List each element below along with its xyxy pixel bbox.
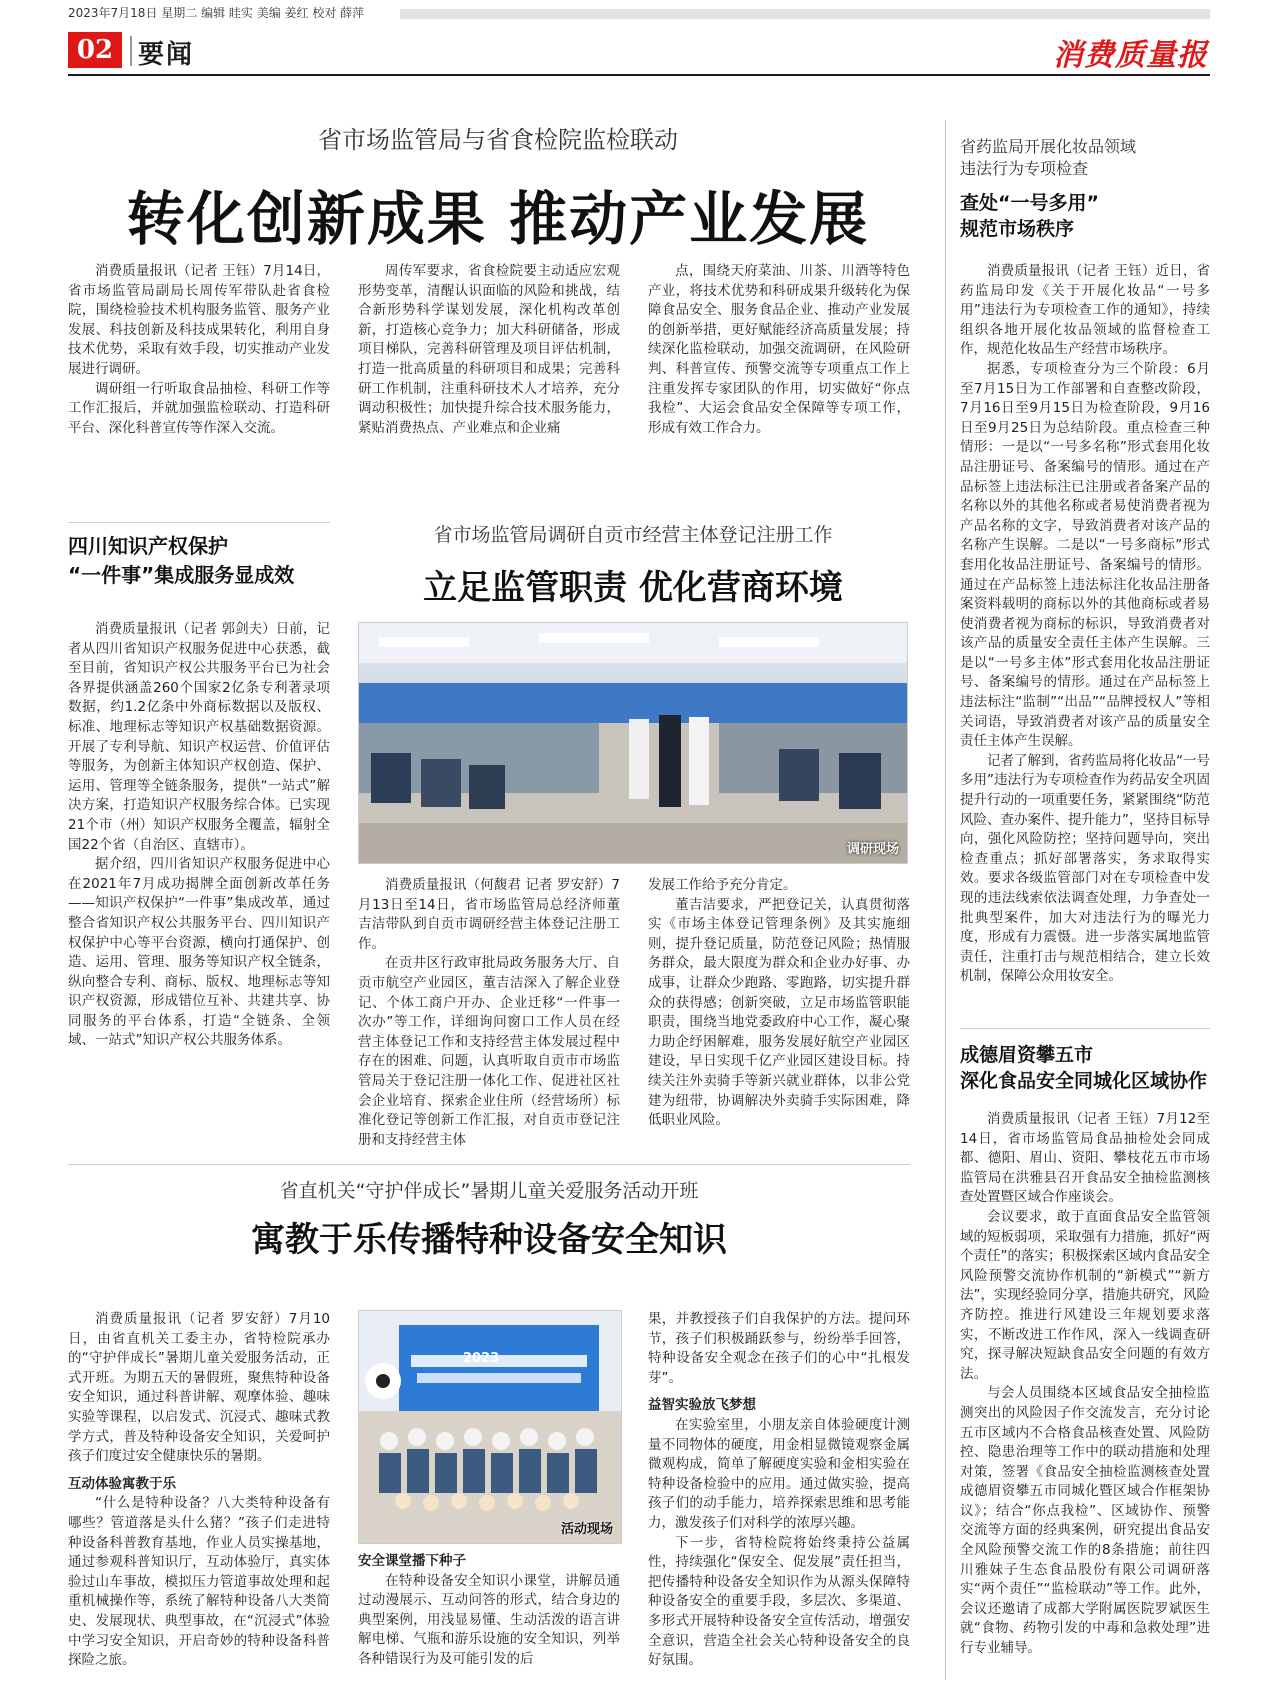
paragraph: 下一步，省特检院将始终秉持公益属性，持续强化“保安全、促发展”责任担当，把传播特种设备安全知识作为从源头保障特种设备安全的重要手段，多层次、多渠道、多形式开展特种设备安全宣传活动，增强安全意识，营造全社会关心特种设备安全的良好氛围。 xyxy=(648,1534,910,1669)
paragraph: 调研组一行听取食品抽检、科研工作等工作汇报后，并就加强监检联动、打造科研平台、深化科普宣传等作深入交流。 xyxy=(68,380,330,436)
column-separator xyxy=(945,120,946,1680)
page-number: 02 xyxy=(68,32,122,68)
paragraph: 消费质量报讯（记者 郭剑夫）日前，记者从四川省知识产权服务促进中心获悉，截至目前，省知识产权公共服务平台已为社会各界提供涵盖260个国家2亿条专利著录项数据，约1.2亿条中外商标数据以及版权、标准、地理标志等知识产权基础数据资源。开展了专利导航、知识产权运营、价值评估等服务，为创新主体知识产权创造、保护、运用、管理等全链条服务，提供“一站式”解决方案，打造知识产权服务综合体。已实现21个市（州）知识产权服务全覆盖，辐射全国22个省（自治区、直辖市）。 xyxy=(68,621,330,853)
paragraph: 据介绍，四川省知识产权服务促进中心在2021年7月成功揭牌全面创新改革任务——知识产权保护“一件事”集成改革，通过整合省知识产权公共服务平台、四川知识产权保护中心等平台资源，横向打通保护、创造、运用、管理、服务等知识产权全链条，纵向整合专利、商标、版权、地理标志等知识产权资源，形成错位互补、共建共享、协同服务的平台体系，打造“全链条、全领域、一站式”知识产权公共服务体系。 xyxy=(68,856,330,1049)
title-line: 成德眉资攀五市 xyxy=(960,1044,1094,1066)
title-line: “一件事”集成服务显成效 xyxy=(68,563,295,587)
story3-headline: 立足监管职责 优化营商环境 xyxy=(423,568,843,608)
title-line: 四川知识产权保护 xyxy=(68,534,228,558)
banner-year: 2023 xyxy=(463,1351,500,1366)
story4-col1 xyxy=(68,1310,330,1671)
kicker-line: 省药监局开展化妆品领域 xyxy=(960,137,1137,156)
story3-col1 xyxy=(358,876,620,1150)
paragraph: 据悉，专项检查分为三个阶段：6月至7月15日为工作部署和自查整改阶段，7月16日至9月15日为检查阶段，9月16日至9月25日为总结阶段。重点检查三种情形：一是以“一号多名称”形式套用化妆品注册证号、备案编号的情形。通过在产品标签上违法标注已注册或者备案产品的名称以外的其他名称或者易使消费者视为产品名称的文字，导致消费者对该产品的名称产生误解。二是以“一号多商标”形式套用化妆品注册证号、备案编号的情形。通过在产品标签上违法标注化妆品注册备案资料载明的商标以外的其他商标或者易使消费者视为商标的标识，导致消费者对该产品的质量安全责任主体产生误解。三是以“一号多主体”形式套用化妆品注册证号、备案编号的情形。通过在产品标签上违法标注“监制”“出品”“品牌授权人”等相关词语，导致消费者对该产品的质量安全责任主体产生误解。 xyxy=(960,360,1210,750)
title-line: 深化食品安全同城化区域协作 xyxy=(960,1070,1208,1092)
section-divider xyxy=(130,36,132,66)
paragraph: “什么是特种设备？八大类特种设备有哪些？管道落是头什么猪？”孩子们走进特种设备科普教育基地，作业人员实操基地，通过参观科普知识厅，互动体验厅，真实体验过山车事故，模拟压力管道事故处理和起重机械操作等，系统了解特种设备八大类简史、发展现状、典型事故，在“沉浸式”体验中学习安全知识，开启奇妙的特种设备科普探险之旅。 xyxy=(68,1495,330,1669)
paragraph: 消费质量报讯（记者 王钰）7月14日，省市场监管局副局长周传军带队赴省食检院，围绕检验技术机构服务监管、服务产业发展、科技创新及科技成果转化，利用自身技术优势，采取有效手段，切实推动产业发展进行调研。 xyxy=(68,263,330,377)
paragraph: 点，围绕天府菜油、川茶、川酒等特色产业，将技术优势和科研成果升级转化为保障食品安全、服务食品企业、推动产业发展的创新举措，更好赋能经济高质量发展；持续深化监检联动，加强交流调研，在风险研判、科普宣传、预警交流等专项重点工作上注重发挥专家团队的作用，切实做好“你点我检”、大运会食品安全保障等专项工作，形成有效工作合力。 xyxy=(648,263,910,436)
title-line: 查处“一号多用” xyxy=(960,192,1099,214)
issue-info: 2023年7月18日 星期二 编辑 眭实 美编 姜红 校对 薛萍 xyxy=(68,6,365,20)
story6-body xyxy=(960,1110,1210,1659)
paragraph: 记者了解到，省药监局将化妆品“一号多用”违法行为专项检查作为药品安全巩固提升行动的一项重要任务，紧紧围绕“防范风险、查办案件、提升能力”，坚持目标导向，强化风险防控；坚持问题导向，突出检查重点；抓好部署落实，务求取得实效。要求各级监管部门对在专项检查中发现的违法线索依法调查处理，力争查处一批典型案件，加大对违法行为的曝光力度，形成有力震慑。进一步落实属地监管责任，注重打击与规范相结合，建立长效机制，保障公众用妆安全。 xyxy=(960,752,1210,985)
photo-caption: 活动现场 xyxy=(560,1522,613,1537)
activity-photo xyxy=(358,1310,622,1544)
paragraph: 消费质量报讯（记者 王钰）近日，省药监局印发《关于开展化妆品“一号多用”违法行为专项检查工作的通知》，持续组织各地开展化妆品领域的监督检查工作，规范化妆品生产经营市场秩序。 xyxy=(960,263,1210,358)
paragraph: 会议要求，敢于直面食品安全监管领域的短板弱项，采取强有力措施，抓好“两个责任”的落实；积极探索区域内食品安全风险预警交流协作机制的“新模式”“新方法”，实现经验同分享，措施共研究，风险齐防控。推进行风建设三年规划要求落实，不断改进工作作风，深入一线调查研究，探寻解决短缺食品安全问题的有效方法。 xyxy=(960,1208,1210,1382)
section-name: 要闻 xyxy=(138,40,195,70)
survey-photo xyxy=(358,622,908,864)
paragraph: 消费质量报讯（何馥君 记者 罗安舒）7月13日至14日，省市场监管局总经济师董吉洁带队到自贡市调研经营主体登记注册工作。 xyxy=(358,877,620,952)
children-group-image xyxy=(359,1311,622,1544)
paragraph: 周传军要求，省食检院要主动适应宏观形势变革，清醒认识面临的风险和挑战，结合新形势科学谋划发展，深化机构改革创新，打造核心竞争力；加大科研储备，形成项目梯队，完善科研管理及项目评估机制，打造一批高质量的科研项目和成果；完善科研工作机制，注重科研技术人才培养，充分调动积极性；加快提升综合技术服务能力，紧贴消费热点、产业难点和企业痛 xyxy=(358,263,620,436)
office-scene-image xyxy=(359,623,908,864)
header-bar xyxy=(400,9,1210,19)
divider xyxy=(960,1028,1210,1029)
brand-logo: 消费质量报 xyxy=(1053,38,1208,73)
header-rule xyxy=(68,74,1210,76)
divider xyxy=(68,522,330,523)
paragraph: 在贡井区行政审批局政务服务大厅、自贡市航空产业园区，董吉洁深入了解企业登记、个体工商户开办、企业迁移“一件事一次办”等工作，详细询问窗口工作人员在经营主体登记工作和支持经营主体发展过程中存在的困难、问题，认真听取自贡市市场监管局关于登记注册一体化工作、促进社区社会企业培育、探索企业住所（经营场所）标准化登记等创新工作汇报，对自贡市登记注册和支持经营主体 xyxy=(358,955,620,1148)
paragraph: 在特种设备安全知识小课堂，讲解员通过动漫展示、互动问答的形式，结合身边的典型案例，用浅显易懂、生动活泼的语言讲解电梯、气瓶和游乐设施的安全知识，列举各种错误行为及可能引发的后 xyxy=(358,1572,620,1667)
story1-col1 xyxy=(68,262,330,438)
story5-body xyxy=(960,262,1210,987)
story1-col2 xyxy=(358,262,620,438)
story4-col2 xyxy=(358,1552,620,1670)
paragraph: 在实验室里，小朋友亲自体验硬度计测量不同物体的硬度，用金相显微镜观察金属微观构成，简单了解硬度实验和金相实验在特种设备检验中的应用。通过做实验，提高孩子们的动手能力，培养探索思维和思考能力，激发孩子们对科学的浓厚兴趣。 xyxy=(648,1416,910,1531)
story4-headline: 寓教于乐传播特种设备安全知识 xyxy=(251,1220,727,1260)
story2-body xyxy=(68,620,330,1051)
paragraph: 消费质量报讯（记者 王钰）7月12至14日，省市场监管局食品抽检处会同成都、德阳、眉山、资阳、攀枝花五市市场监管局在洪雅县召开食品安全抽检监测核查处置暨区域合作座谈会。 xyxy=(960,1111,1210,1206)
story5-title xyxy=(960,190,1210,242)
subheading: 互动体验寓教于乐 xyxy=(68,1475,176,1492)
story1-kicker: 省市场监管局与省食检院监检联动 xyxy=(318,126,678,154)
paragraph: 董吉洁要求，严把登记关，认真贯彻落实《市场主体登记管理条例》及其实施细则，提升登记质量，防范登记风险；热情服务群众，最大限度为群众和企业办好事、办成事，让群众少跑路、零跑路，切实提升群众的获得感；创新突破，立足市场监管职能职责，围绕当地党委政府中心工作，凝心聚力助企纾困解难，服务发展好航空产业园区建设，早日实现千亿产业园区建设目标。持续关注外卖骑手等新兴就业群体，以非公党建为纽带，协调解决外卖骑手实际困难，降低职业风险。 xyxy=(648,896,910,1129)
divider xyxy=(68,1164,910,1165)
story2-title xyxy=(68,532,330,590)
subheading: 益智实验放飞梦想 xyxy=(648,1397,756,1414)
story6-title xyxy=(960,1042,1210,1094)
story3-kicker: 省市场监管局调研自贡市经营主体登记注册工作 xyxy=(433,524,833,546)
story3-col2 xyxy=(648,876,910,1131)
paragraph: 果，并教授孩子们自我保护的方法。提问环节，孩子们积极踊跃参与，纷纷举手回答，特种设备安全观念在孩子们的心中“扎根发芽”。 xyxy=(648,1311,910,1386)
story4-kicker: 省直机关“守护伴成长”暑期儿童关爱服务活动开班 xyxy=(279,1180,699,1202)
photo-caption: 调研现场 xyxy=(846,842,899,857)
story5-kicker xyxy=(960,136,1210,180)
kicker-line: 违法行为专项检查 xyxy=(960,159,1089,178)
title-line: 规范市场秩序 xyxy=(960,218,1075,240)
paragraph: 与会人员围绕本区域食品安全抽检监测突出的风险因子作交流发言，充分讨论五市区域内不合格食品核查处置、风险防控、隐患治理等工作中的联动措施和处理对策，签署《食品安全抽检监测核查处置成德眉资攀五市同城化暨区域合作框架协议》；结合“你点我检”、区域协作、预警交流等方面的经典案例，研究提出食品安全风险预警交流工作的8条措施；前往四川雅妹子生态食品股份有限公司调研落实“两个责任”“监检联动”等工作。此外，会议还邀请了成都大学附属医院罗斌医生就“食物、药物引发的中毒和急救处理”进行专业辅导。 xyxy=(960,1385,1210,1657)
paragraph: 消费质量报讯（记者 罗安舒）7月10日，由省直机关工委主办，省特检院承办的“守护伴成长”暑期儿童关爱服务活动，正式开班。为期五天的暑假班，聚焦特种设备安全知识，通过科普讲解、观摩体验、趣味实验等课程，以启发式、沉浸式、趣味式教学方式，普及特种设备安全知识，关爱呵护孩子们度过安全健康快乐的暑期。 xyxy=(68,1311,330,1465)
story1-headline: 转化创新成果 推动产业发展 xyxy=(126,185,870,253)
paragraph: 发展工作给予充分肯定。 xyxy=(648,877,797,893)
story4-col3 xyxy=(648,1310,910,1671)
story1-col3 xyxy=(648,262,910,438)
subheading: 安全课堂播下种子 xyxy=(358,1553,466,1569)
